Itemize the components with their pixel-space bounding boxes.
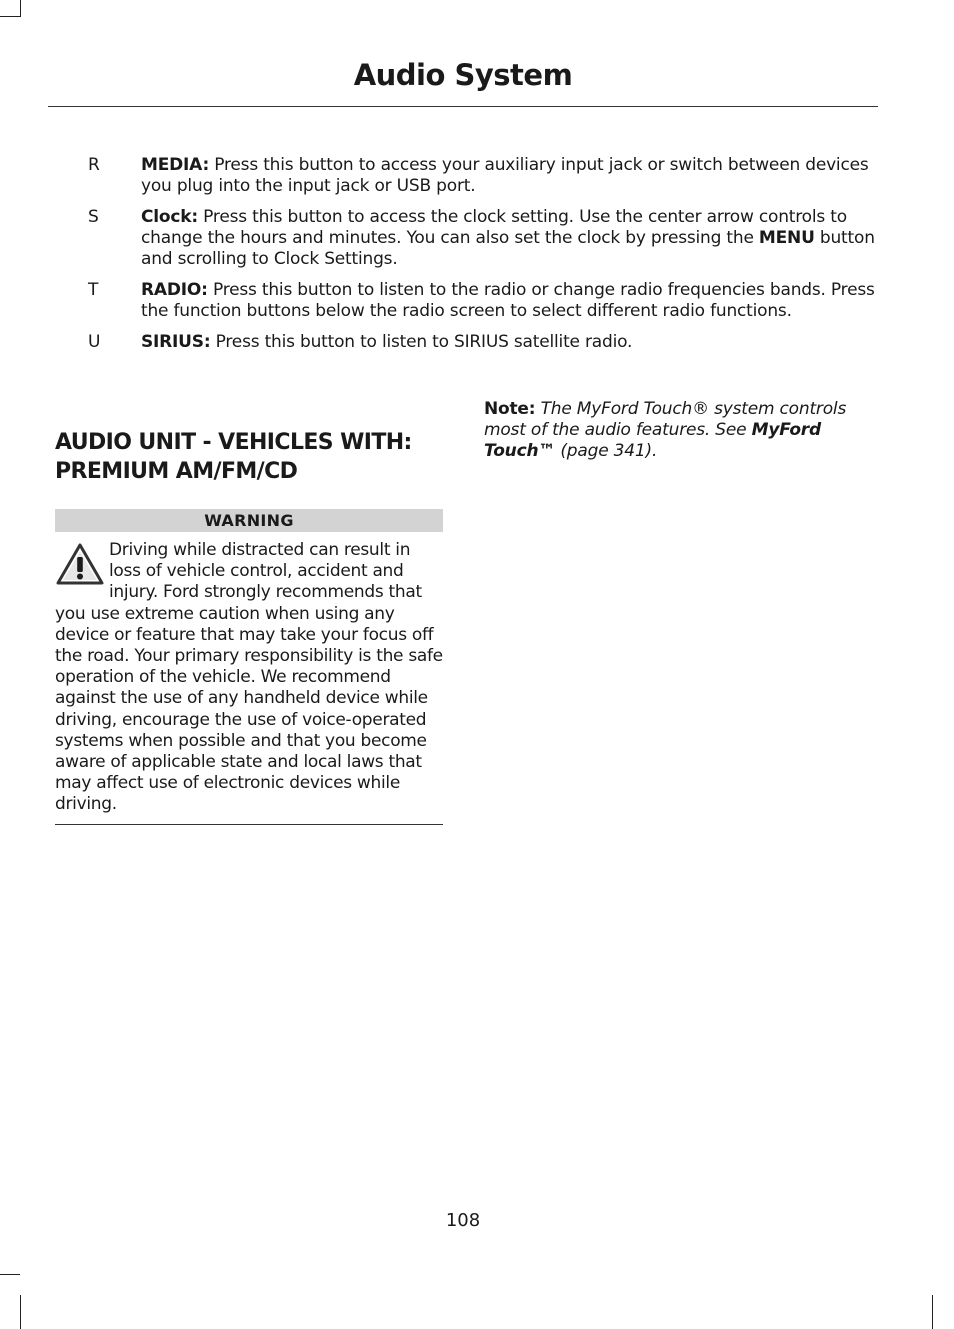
crop-mark bbox=[0, 1274, 20, 1275]
item-label: Clock: bbox=[141, 207, 198, 227]
page-number: 108 bbox=[445, 1210, 481, 1231]
list-item bbox=[88, 207, 878, 270]
note-page-ref: (page 341). bbox=[555, 441, 658, 461]
item-text: SIRIUS: Press this button to listen to SIRIUS satellite radio. bbox=[141, 332, 633, 352]
warning-rule bbox=[55, 824, 443, 825]
section-heading: AUDIO UNIT - VEHICLES WITH: PREMIUM AM/FM/CD bbox=[55, 430, 412, 484]
warning-label: WARNING bbox=[55, 509, 443, 532]
list-item bbox=[88, 332, 878, 353]
myford-touch-link[interactable]: MyFord Touch™ bbox=[484, 420, 821, 461]
crop-mark bbox=[932, 1295, 933, 1329]
crop-mark bbox=[20, 1295, 21, 1329]
item-letter: S bbox=[88, 207, 99, 227]
header-rule bbox=[48, 106, 878, 107]
item-letter: R bbox=[88, 155, 100, 175]
warning-text: Driving while distracted can result in loss of vehicle control, accident and injury. Ford strongly recommends that you use extreme caution when using any device or feature that may take your focus off the road. Your primary responsibility is the safe operation of the vehicle. We recommend against the use of any handheld device while driving, encourage the use of voice-operated systems when possible and that you become aware of applicable state and local laws that may affect use of electronic devices while driving. bbox=[55, 540, 443, 815]
note-label: Note: bbox=[484, 399, 536, 419]
button-description-list bbox=[88, 155, 878, 363]
item-text: RADIO: Press this button to listen to the radio or change radio frequencies bands. Press the function buttons below the radio screen to select different radio functions. bbox=[141, 280, 875, 321]
page-title: Audio System bbox=[353, 58, 573, 92]
menu-keyword: MENU bbox=[758, 228, 815, 248]
item-label: MEDIA: bbox=[141, 155, 210, 175]
warning-triangle-icon bbox=[55, 542, 105, 586]
item-label: SIRIUS: bbox=[141, 332, 211, 352]
item-letter: T bbox=[88, 280, 99, 300]
list-item bbox=[88, 280, 878, 322]
item-label: RADIO: bbox=[141, 280, 208, 300]
note-text: The MyFord Touch® system controls most of the audio features. See bbox=[484, 399, 847, 440]
item-text: MEDIA: Press this button to access your auxiliary input jack or switch between devices you plug into the input jack or USB port. bbox=[141, 155, 869, 196]
item-letter: U bbox=[88, 332, 101, 352]
warning-text-block bbox=[55, 540, 443, 816]
list-item bbox=[88, 155, 878, 197]
note-block bbox=[484, 399, 878, 462]
left-column bbox=[55, 428, 443, 825]
crop-mark bbox=[0, 16, 20, 17]
item-text: Clock: Press this button to access the clock setting. Use the center arrow controls to change the hours and minutes. You can also set the clock by pressing the MENU button and scrolling to Clock Settings. bbox=[141, 207, 875, 269]
crop-mark bbox=[20, 0, 21, 17]
